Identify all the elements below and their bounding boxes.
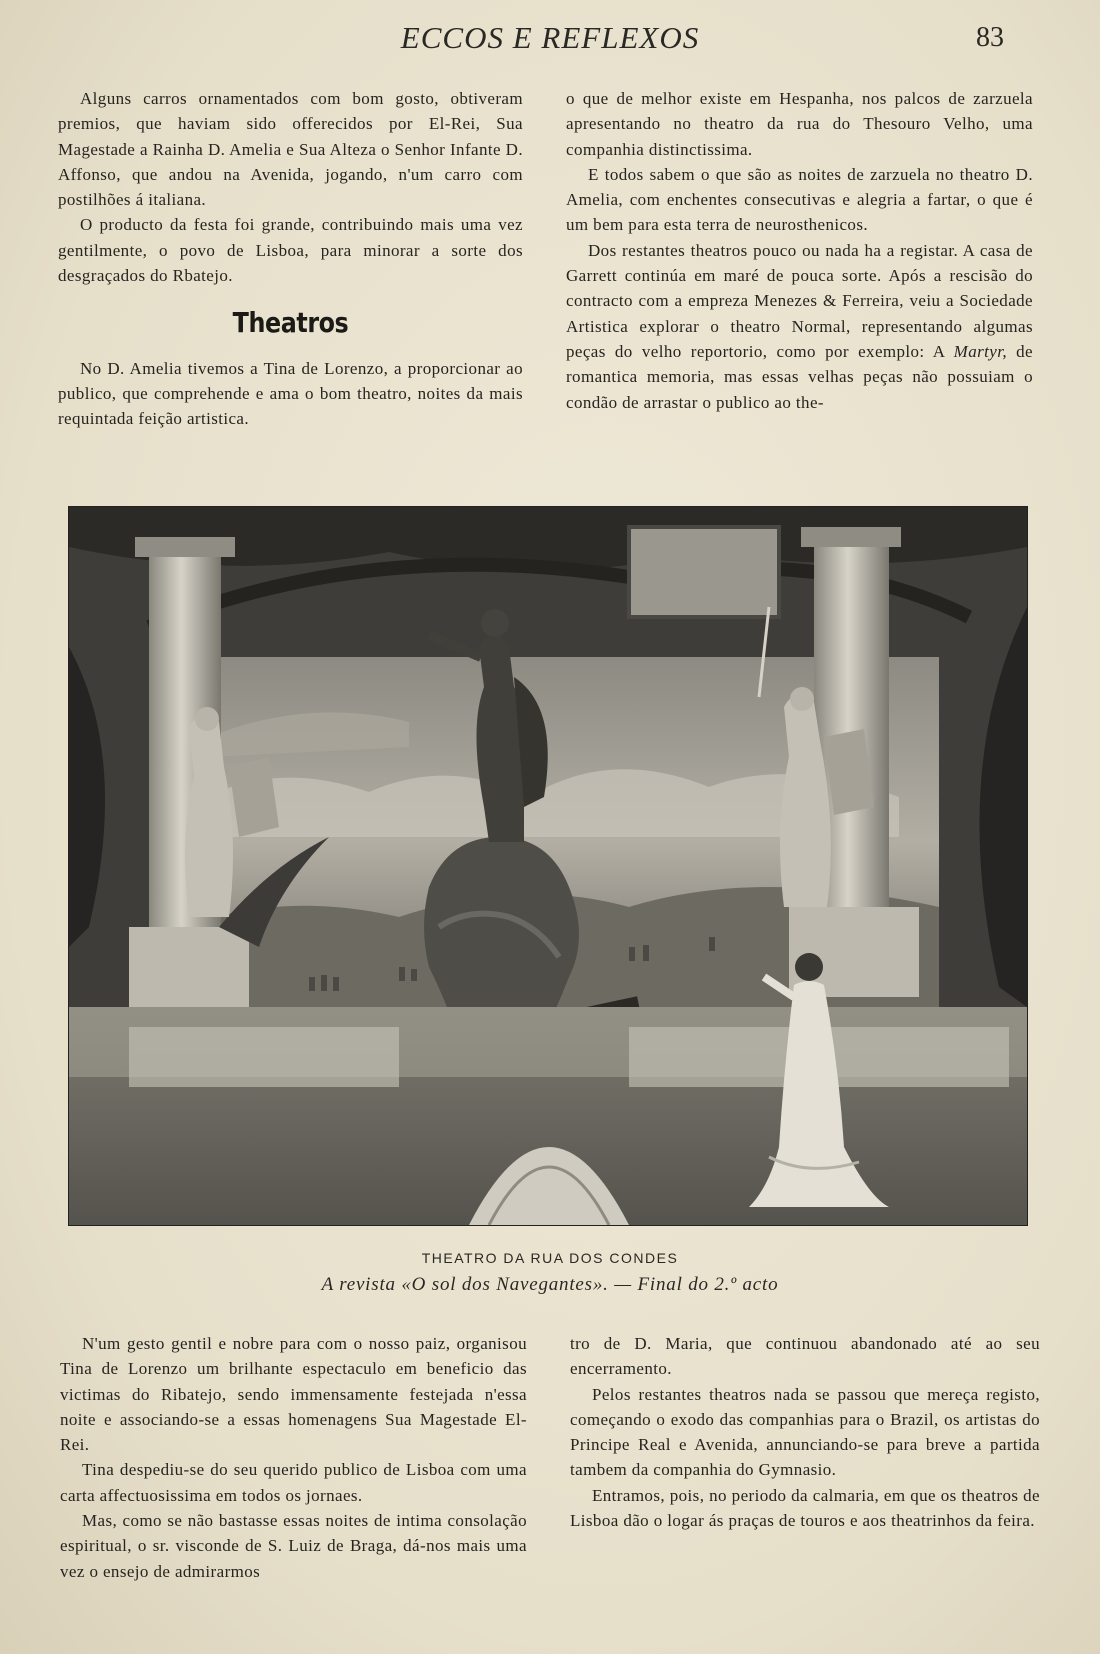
paragraph: tro de D. Maria, que continuou abandonado até ao seu encerramento. [570,1334,1040,1379]
paragraph-text: Dos restantes theatros pouco ou nada ha a registar. A casa de Garrett continúa em maré de pouca sorte. Após a rescisão do contracto com a empreza Menezes & Ferreira, veiu a Sociedade Artistica explorar o theatro Normal, representando algumas peças do velho reportorio, como por exemplo: A [566,240,1033,361]
paragraph: No D. Amelia tivemos a Tina de Lorenzo, a proporcionar ao publico, que comprehende e ama o bom theatro, noites da mais requintada feição artistica. [58,358,523,429]
paragraph: Tina despediu-se do seu querido publico de Lisboa com uma carta affectuosissima em todos os jornaes. [60,1460,527,1505]
column-bottom-right [570,1331,1040,1533]
photo-caption-subtitle: A revista «O sol dos Navegantes». — Final do 2.º acto [321,1274,779,1295]
stage-photograph [68,506,1028,1226]
column-bottom-left [60,1331,527,1584]
paragraph: Pelos restantes theatros nada se passou que mereça registo, começando o exodo das companhias para o Brazil, os artistas do Principe Real e Avenida, annunciando-se para breve a partida tambem da companhia do Gymnasio. [570,1384,1040,1480]
paragraph: Alguns carros ornamentados com bom gosto, obtiveram premios, que haviam sido offerecidos por El-Rei, Sua Magestade a Rainha D. Amelia e Sua Alteza o Senhor Infante D. Affonso, que andou na Avenida, jogando, n'um carro com postilhões á italiana. [58,89,523,210]
page-number: 83 [976,22,1004,53]
paragraph: Mas, como se não bastasse essas noites de intima consolação espiritual, o sr. visconde de S. Luiz de Braga, dá-nos mais uma vez o ensejo de admirarmos [60,1511,527,1581]
paragraph: O producto da festa foi grande, contribuindo mais uma vez gentilmente, o povo de Lisboa, para minorar a sorte dos desgraçados do Rbatejo. [58,215,523,286]
paragraph-text: de romantica memoria, mas essas velhas peças não possuiam o condão de arrastar o publico ao the- [566,341,1033,412]
play-title: Martyr, [953,341,1007,361]
stage-scene-image [69,507,1027,1225]
paragraph: N'um gesto gentil e nobre para com o nosso paiz, organisou Tina de Lorenzo um brilhante espectaculo em beneficio das victimas do Ribatejo, sendo immensamente festejada n'essa noite e associando-se a essas homenagens Sua Magestade El-Rei. [60,1334,527,1455]
paragraph: o que de melhor existe em Hespanha, nos palcos de zarzuela apresentando no theatro da rua do Thesouro Velho, uma companhia distinctissima. [566,89,1033,159]
paragraph: Entramos, pois, no periodo da calmaria, em que os theatros de Lisboa dão o logar ás praças de touros e aos theatrinhos da feira. [570,1485,1040,1531]
column-top-left [58,86,523,432]
section-heading: Theatros [232,306,349,340]
paragraph: E todos sabem o que são as noites de zarzuela no theatro D. Amelia, com enchentes consecutivas e alegria a fartar, o que é um bem para esta terra de neurosthenicos. [566,164,1033,235]
running-header-title: ECCOS E REFLEXOS [400,20,700,55]
column-top-right [566,86,1033,415]
photo-caption-title: THEATRO DA RUA DOS CONDES [421,1250,679,1266]
paragraph [566,238,1033,415]
